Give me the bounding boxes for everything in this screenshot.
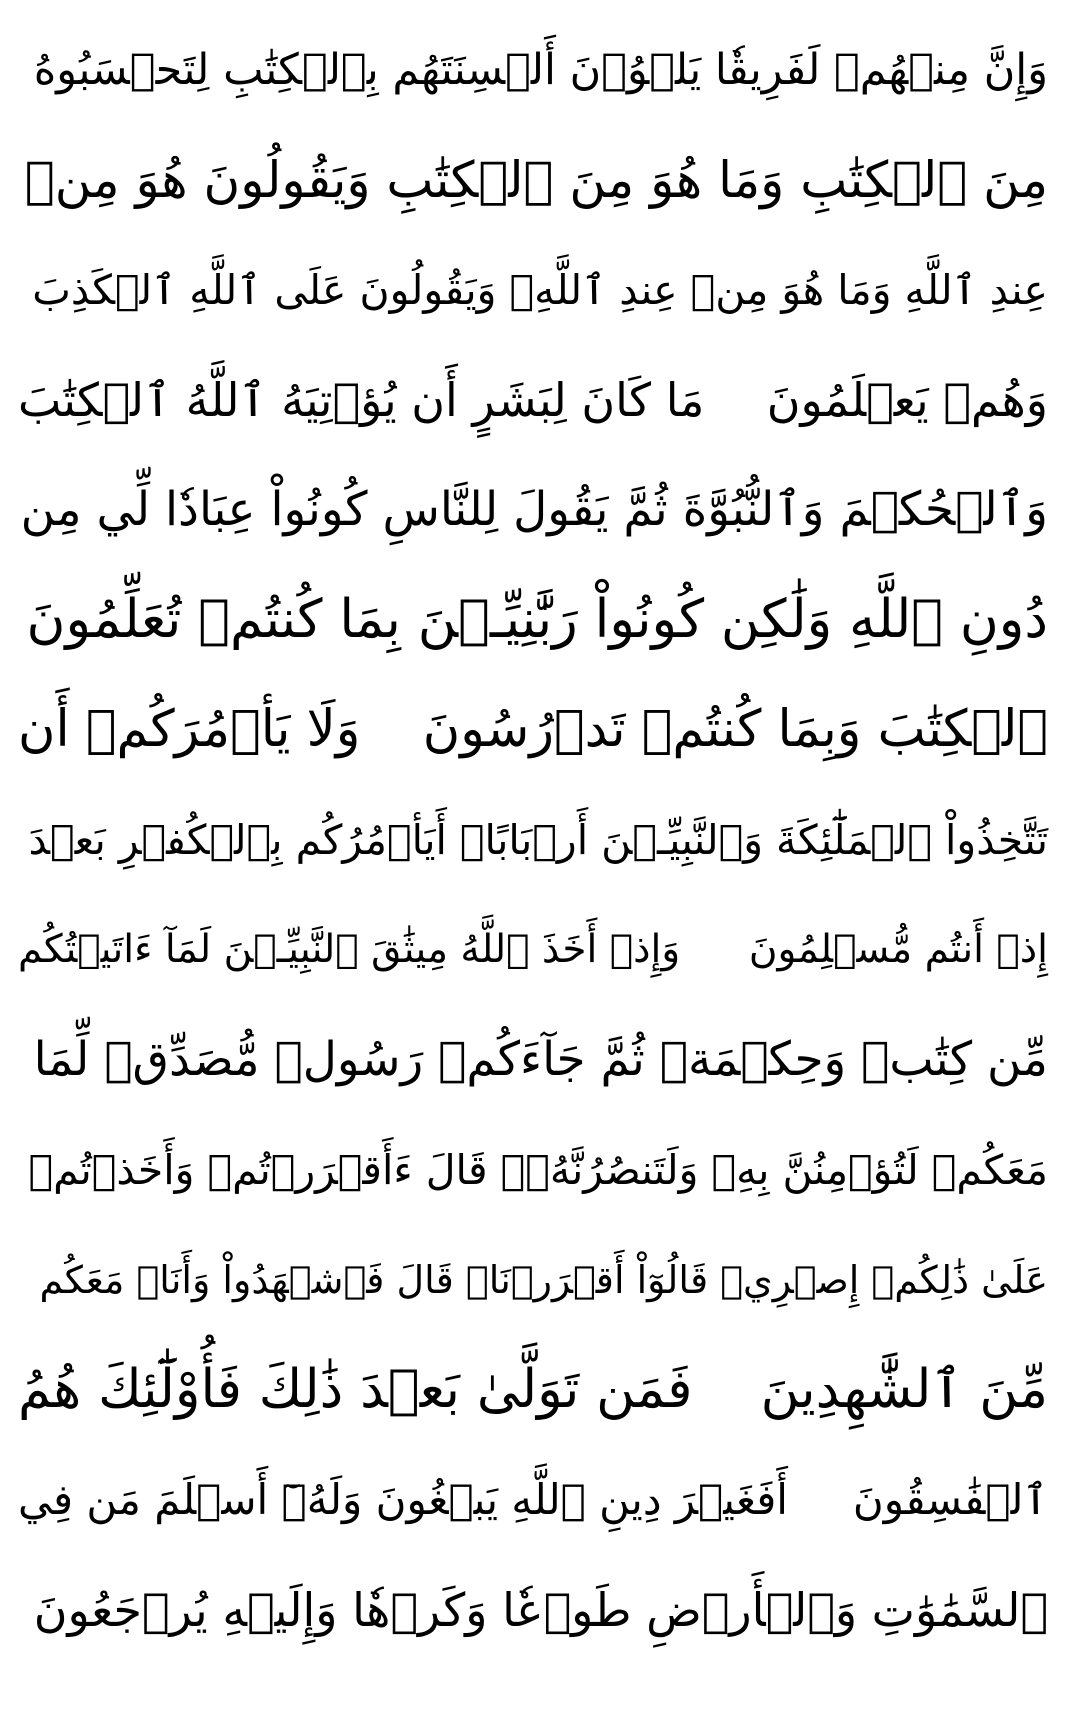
- verse-text: عَلَىٰ ذَٰلِكُمۡ إِصۡرِيۖ قَالُوٓاْ أَقۡرَرۡنَاۚ قَالَ فَٱشۡهَدُواْ وَأَنَا۠ مَعَكُم: [39, 1258, 1048, 1302]
- verse-text: مِّن كِتَٰبٖ وَحِكۡمَةٖ ثُمَّ جَآءَكُمۡ رَسُولٞ مُّصَدِّقٞ لِّمَا: [33, 1032, 1048, 1087]
- verse-text: أَفَغَيۡرَ دِينِ ٱللَّهِ يَبۡغُونَ وَلَهُۥٓ أَسۡلَمَ مَن فِي: [18, 1475, 788, 1524]
- text-line-11: [18, 1130, 1048, 1210]
- verse-text: مِّنَ ٱلشَّٰهِدِينَ: [760, 1359, 1048, 1420]
- text-line-14: [18, 1460, 1048, 1540]
- text-line-12: [18, 1240, 1048, 1320]
- verse-text: مَعَكُمۡ لَتُؤۡمِنُنَّ بِهِۦ وَلَتَنصُرُنَّهُۥۚ قَالَ ءَأَقۡرَرۡتُمۡ وَأَخَذۡتُمۡ: [28, 1146, 1048, 1194]
- text-line-10: [18, 1020, 1048, 1100]
- verse-text: إِذۡ أَنتُم مُّسۡلِمُونَ: [748, 927, 1048, 972]
- verse-text: وَإِنَّ مِنۡهُمۡ لَفَرِيقٗا يَلۡوُۥنَ أَلۡسِنَتَهُم بِٱلۡكِتَٰبِ لِتَحۡسَبُوهُ: [33, 45, 1048, 95]
- text-line-4: [18, 360, 1048, 440]
- verse-text: دُونِ ٱللَّهِ وَلَٰكِن كُونُواْ رَبَّٰنِيِّـۧنَ بِمَا كُنتُمۡ تُعَلِّمُونَ: [26, 589, 1048, 650]
- verse-text: تَتَّخِذُواْ ٱلۡمَلَٰٓئِكَةَ وَٱلنَّبِيِّـۧنَ أَرۡبَابًاۗ أَيَأۡمُرُكُم بِٱلۡكُفۡرِ بَعۡدَ: [28, 816, 1048, 864]
- verse-text: وَلَا يَأۡمُرَكُمۡ أَن: [18, 700, 361, 759]
- verse-text: ٱلۡفَٰسِقُونَ: [852, 1475, 1048, 1524]
- verse-text: ٱلۡكِتَٰبَ وَبِمَا كُنتُمۡ تَدۡرُسُونَ: [422, 700, 1048, 759]
- verse-text: مَا كَانَ لِبَشَرٍ أَن يُؤۡتِيَهُ ٱللَّهُ ٱلۡكِتَٰبَ: [18, 373, 705, 427]
- verse-text: وَهُمۡ يَعۡلَمُونَ: [766, 373, 1048, 427]
- verse-text: وَٱلۡحُكۡمَ وَٱلنُّبُوَّةَ ثُمَّ يَقُولَ لِلنَّاسِ كُونُواْ عِبَادٗا لِّي مِن: [20, 482, 1048, 537]
- verse-text: عِندِ ٱللَّهِ وَمَا هُوَ مِنۡ عِندِ ٱللَّهِۖ وَيَقُولُونَ عَلَى ٱللَّهِ ٱلۡكَذِبَ: [32, 266, 1048, 314]
- verse-text: فَمَن تَوَلَّىٰ بَعۡدَ ذَٰلِكَ فَأُوْلَٰٓئِكَ هُمُ: [18, 1359, 693, 1420]
- text-line-5: [18, 470, 1048, 550]
- text-line-8: [18, 800, 1048, 880]
- text-line-6: [18, 580, 1048, 660]
- text-line-7: [18, 690, 1048, 770]
- text-line-2: [18, 140, 1048, 220]
- verse-text: مِنَ ٱلۡكِتَٰبِ وَمَا هُوَ مِنَ ٱلۡكِتَٰبِ وَيَقُولُونَ هُوَ مِنۡ: [24, 151, 1048, 209]
- text-line-15: [18, 1570, 1048, 1650]
- verse-text: ٱلسَّمَٰوَٰتِ وَٱلۡأَرۡضِ طَوۡعٗا وَكَرۡهٗا وَإِلَيۡهِ يُرۡجَعُونَ: [33, 1583, 1048, 1637]
- text-line-3: [18, 250, 1048, 330]
- text-line-9: [18, 910, 1048, 990]
- text-line-1: [18, 30, 1048, 110]
- verse-text: وَإِذۡ أَخَذَ ٱللَّهُ مِيثَٰقَ ٱلنَّبِيِّـۧنَ لَمَآ ءَاتَيۡتُكُم: [18, 927, 681, 972]
- text-line-13: [18, 1350, 1048, 1430]
